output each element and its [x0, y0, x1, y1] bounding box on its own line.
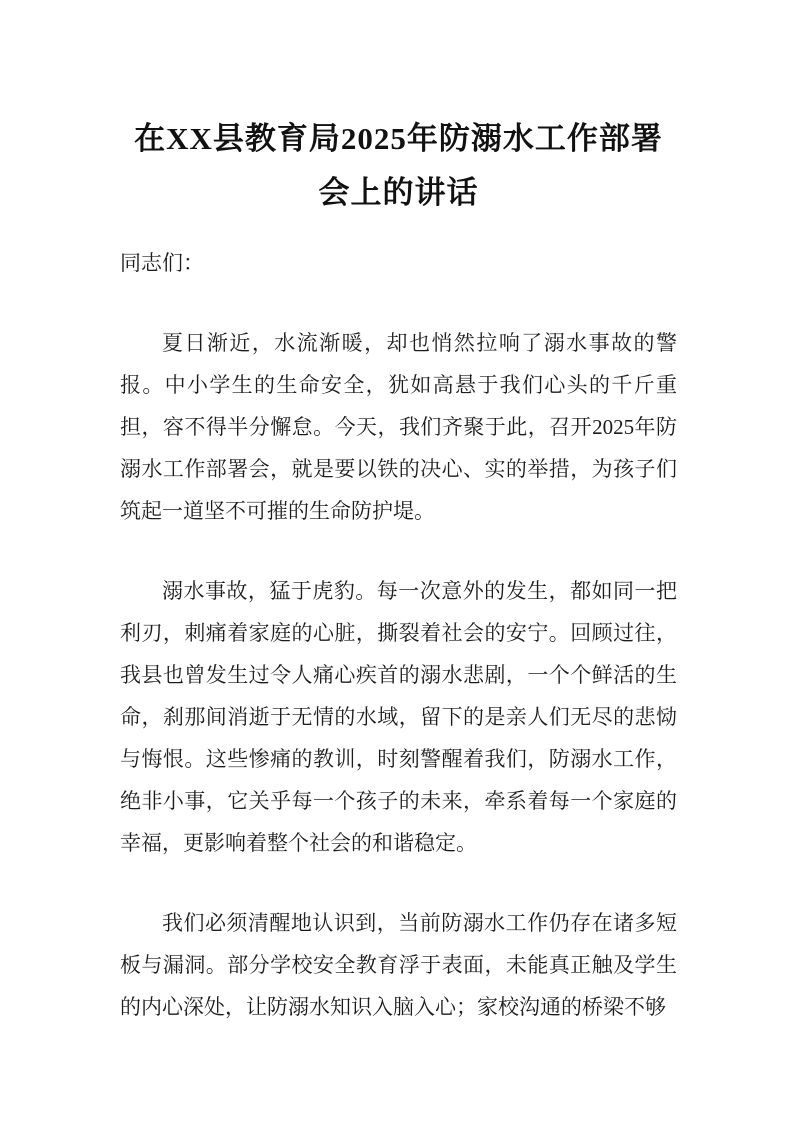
document-title: 在XX县教育局2025年防溺水工作部署会上的讲话 [134, 121, 663, 210]
paragraph-shortcomings: 我们必须清醒地认识到，当前防溺水工作仍存在诸多短板与漏洞。部分学校安全教育浮于表面，未能真正触及学生的内心深处，让防溺水知识入脑入心；家校沟通的桥梁不够 [120, 911, 677, 1019]
salutation: 同志们： [120, 251, 204, 275]
paragraph-opening: 夏日渐近，水流渐暖，却也悄然拉响了溺水事故的警报。中小学生的生命安全，犹如高悬于我们心头的千斤重担，容不得半分懈怠。今天，我们齐聚于此，召开2025年防溺水工作部署会，就是要以铁的决心、实的举措，为孩子们筑起一道坚不可摧的生命防护堤。 [120, 331, 677, 523]
paragraph-lessons: 溺水事故，猛于虎豹。每一次意外的发生，都如同一把利刃，刺痛着家庭的心脏，撕裂着社会的安宁。回顾过往，我县也曾发生过令人痛心疾首的溺水悲剧，一个个鲜活的生命，刹那间消逝于无情的水域，留下的是亲人们无尽的悲恸与悔恨。这些惨痛的教训，时刻警醒着我们，防溺水工作，绝非小事，它关乎每一个孩子的未来，牵系着每一个家庭的幸福，更影响着整个社会的和谐稳定。 [120, 579, 677, 855]
